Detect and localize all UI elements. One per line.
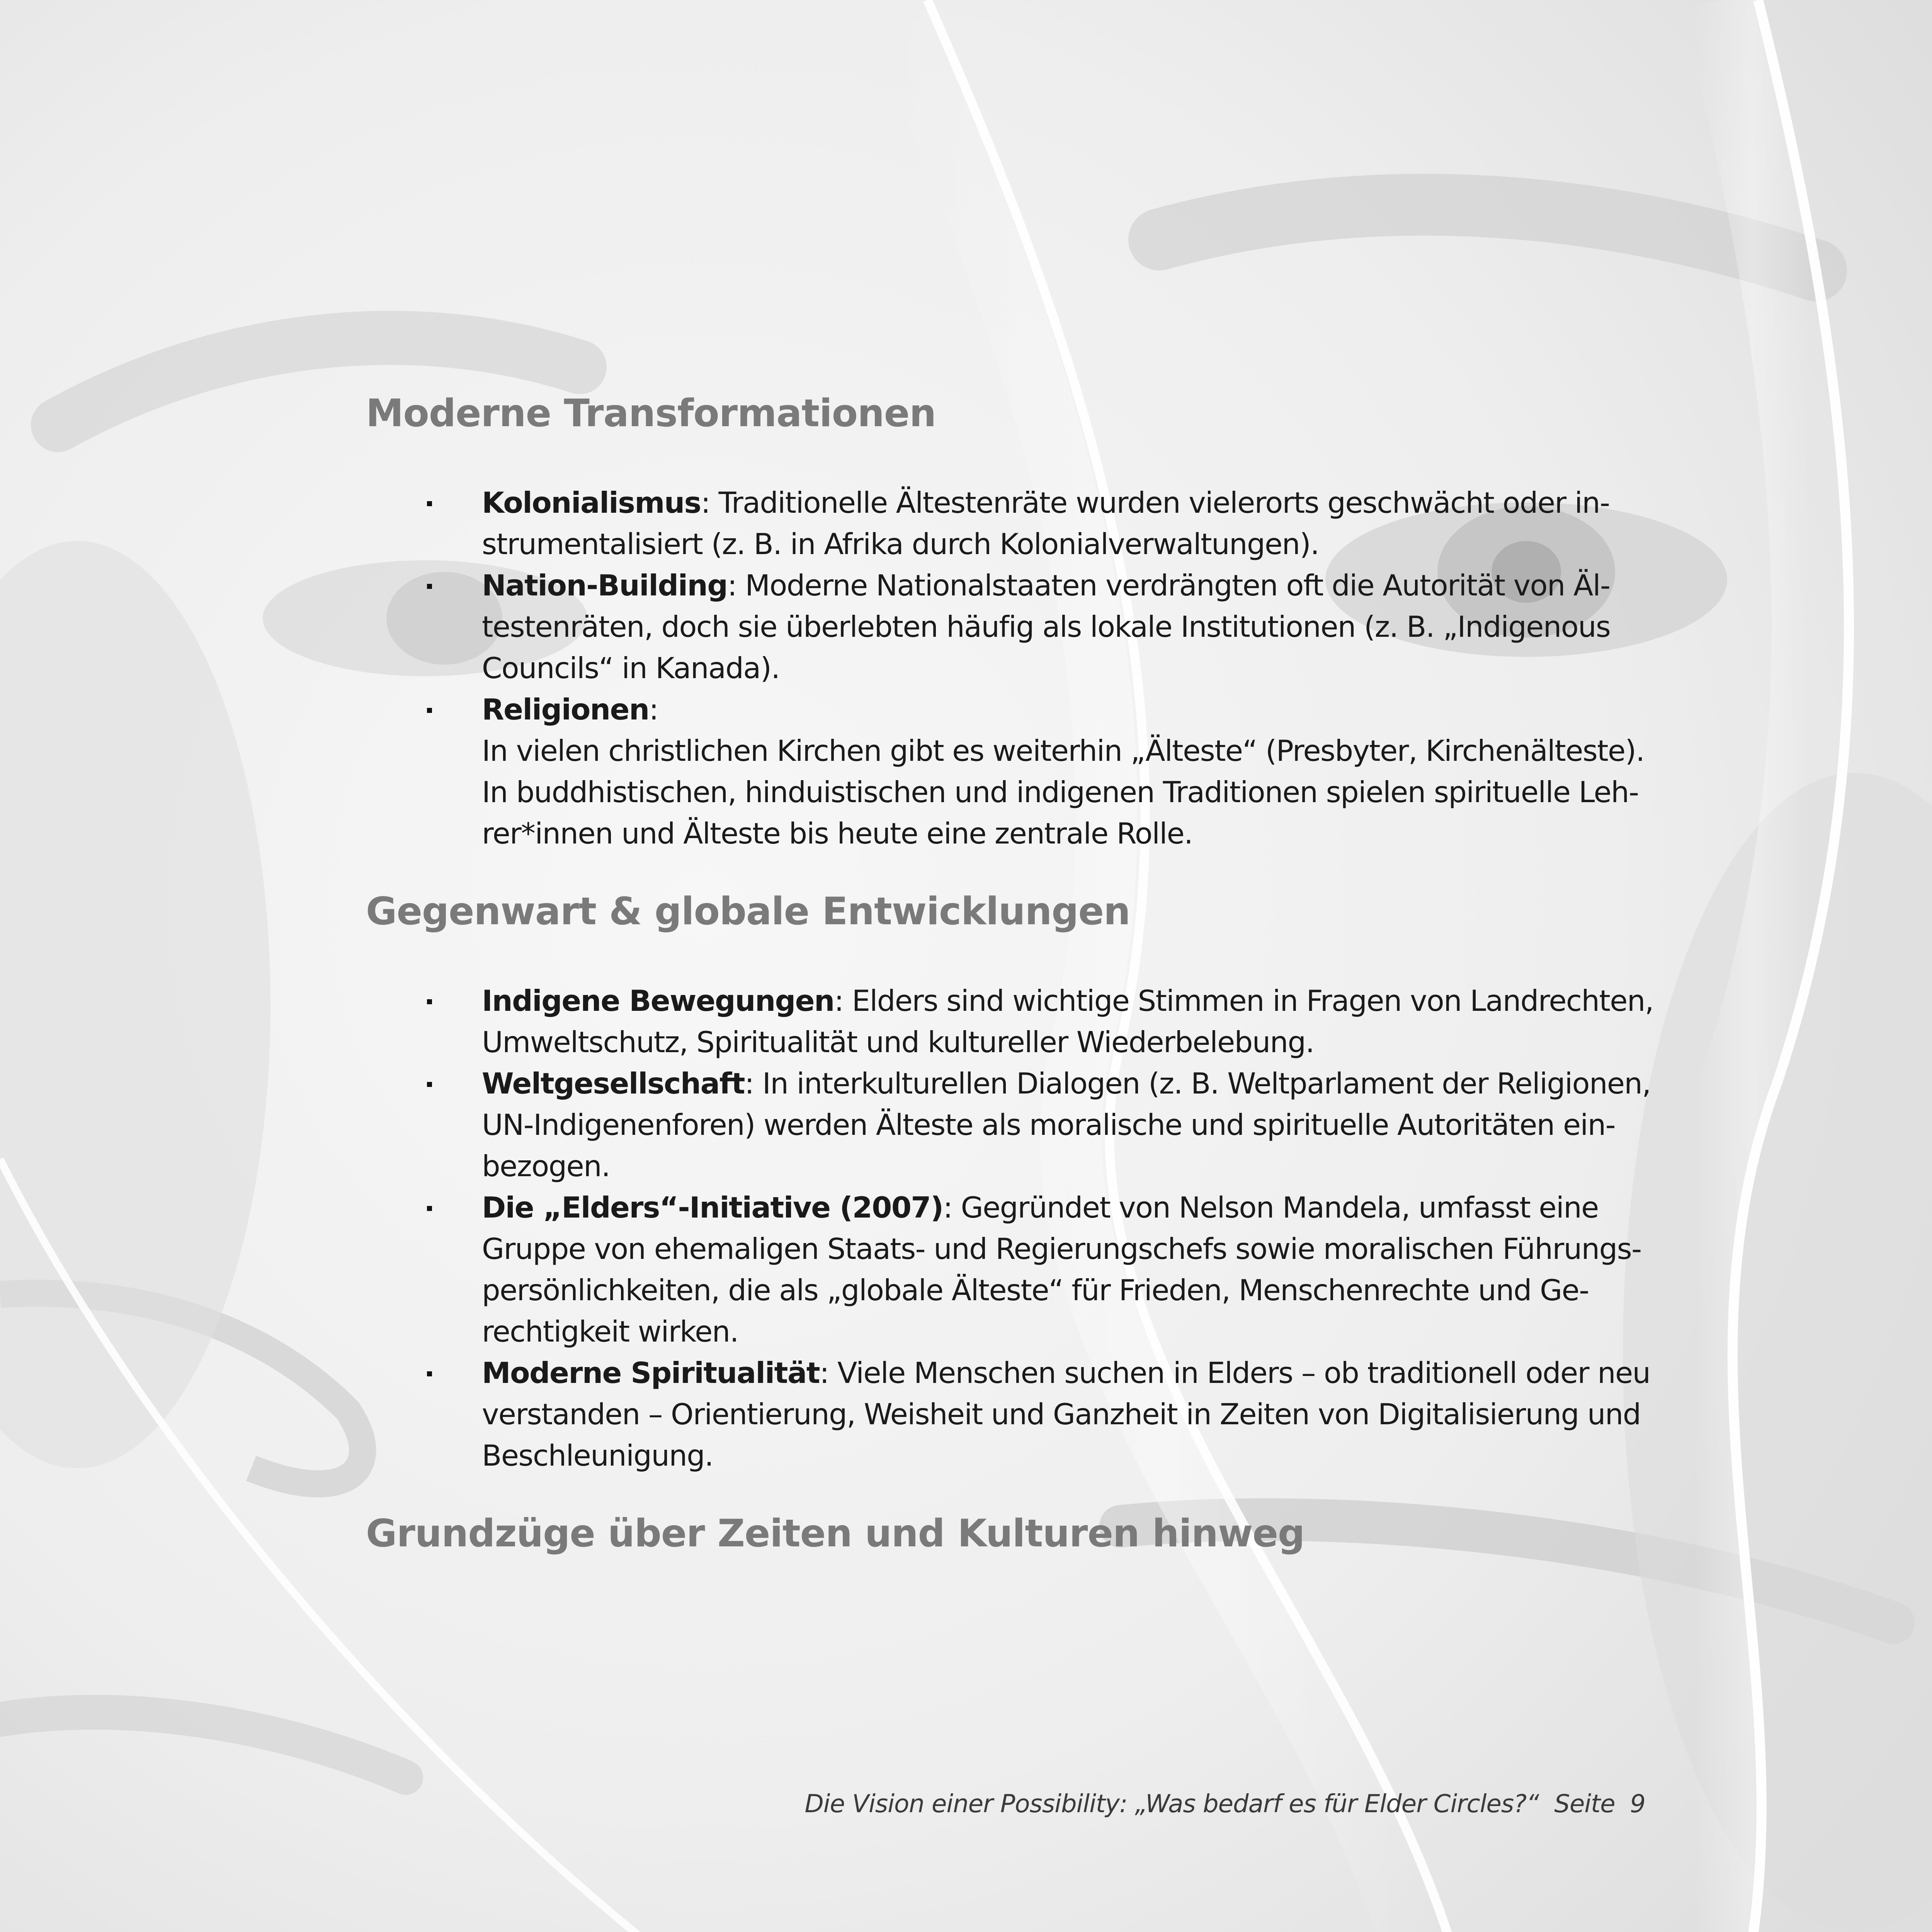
list-item xyxy=(366,980,1664,1063)
page-content xyxy=(366,390,1664,1557)
page-footer xyxy=(805,1790,1646,1818)
page-number: 9 xyxy=(1630,1790,1645,1818)
item-term: Indigene Bewegungen xyxy=(482,984,834,1018)
item-text-line: strumentalisiert (z. B. in Afrika durch Kolonialverwaltungen). xyxy=(482,527,1319,561)
item-text-line: rechtigkeit wirken. xyxy=(482,1315,738,1349)
item-text: : xyxy=(649,692,658,726)
item-term: Die „Elders“-Initiative (2007) xyxy=(482,1190,943,1225)
section-title-grundzuege: Grundzüge über Zeiten und Kulturen hinweg xyxy=(366,1512,1305,1556)
item-term: Nation-Building xyxy=(482,568,728,602)
item-text-line: persönlichkeiten, die als „globale Älteste“ für Frieden, Menschenrechte und Ge- xyxy=(482,1273,1589,1307)
list-item xyxy=(366,1063,1664,1187)
item-text-line: bezogen. xyxy=(482,1149,610,1183)
item-term: Religionen xyxy=(482,692,649,726)
item-text: : Viele Menschen suchen in Elders – ob traditionell oder neu xyxy=(820,1356,1650,1390)
item-text: : Moderne Nationalstaaten verdrängten oft die Autorität von Äl- xyxy=(727,568,1610,602)
item-text-line: In vielen christlichen Kirchen gibt es weiterhin „Älteste“ (Presbyter, Kirchenälteste). xyxy=(482,734,1645,768)
bullet-list-moderne-transformationen xyxy=(366,482,1664,854)
item-text-line: Gruppe von ehemaligen Staats- und Regierungschefs sowie moralischen Führungs- xyxy=(482,1232,1641,1266)
list-item xyxy=(366,565,1664,689)
item-text-line: verstanden – Orientierung, Weisheit und Ganzheit in Zeiten von Digitalisierung und xyxy=(482,1397,1641,1431)
list-item xyxy=(366,482,1664,565)
item-text-line: UN-Indigenenforen) werden Älteste als moralische und spirituelle Autoritäten ein- xyxy=(482,1108,1616,1142)
list-item xyxy=(366,689,1664,854)
item-text-line: Umweltschutz, Spiritualität und kultureller Wiederbelebung. xyxy=(482,1025,1314,1059)
list-item xyxy=(366,1352,1664,1476)
item-term: Moderne Spiritualität xyxy=(482,1356,820,1390)
item-text: : In interkulturellen Dialogen (z. B. Weltparlament der Religionen, xyxy=(744,1066,1651,1100)
section-title-gegenwart: Gegenwart & globale Entwicklungen xyxy=(366,889,1130,934)
bullet-list-gegenwart xyxy=(366,980,1664,1476)
item-text-line: rer*innen und Älteste bis heute eine zentrale Rolle. xyxy=(482,816,1193,850)
list-item xyxy=(366,1187,1664,1352)
item-term: Kolonialismus xyxy=(482,486,701,520)
item-text-line: Councils“ in Kanada). xyxy=(482,651,780,685)
item-text-line: Beschleunigung. xyxy=(482,1439,713,1473)
item-text: : Traditionelle Ältestenräte wurden vielerorts geschwächt oder in- xyxy=(701,486,1610,520)
item-term: Weltgesellschaft xyxy=(482,1066,745,1100)
item-text: : Elders sind wichtige Stimmen in Fragen von Landrechten, xyxy=(834,984,1653,1018)
item-text-line: In buddhistischen, hinduistischen und indigenen Traditionen spielen spirituelle Leh- xyxy=(482,775,1639,809)
item-text: : Gegründet von Nelson Mandela, umfasst eine xyxy=(943,1190,1599,1225)
item-text-line: testenräten, doch sie überlebten häufig als lokale Institutionen (z. B. „Indigenous xyxy=(482,610,1611,644)
section-title-moderne-transformationen: Moderne Transformationen xyxy=(366,391,936,435)
footer-title: Die Vision einer Possibility: „Was bedarf es für Elder Circles?“ xyxy=(804,1790,1539,1818)
page-label: Seite xyxy=(1554,1790,1615,1818)
